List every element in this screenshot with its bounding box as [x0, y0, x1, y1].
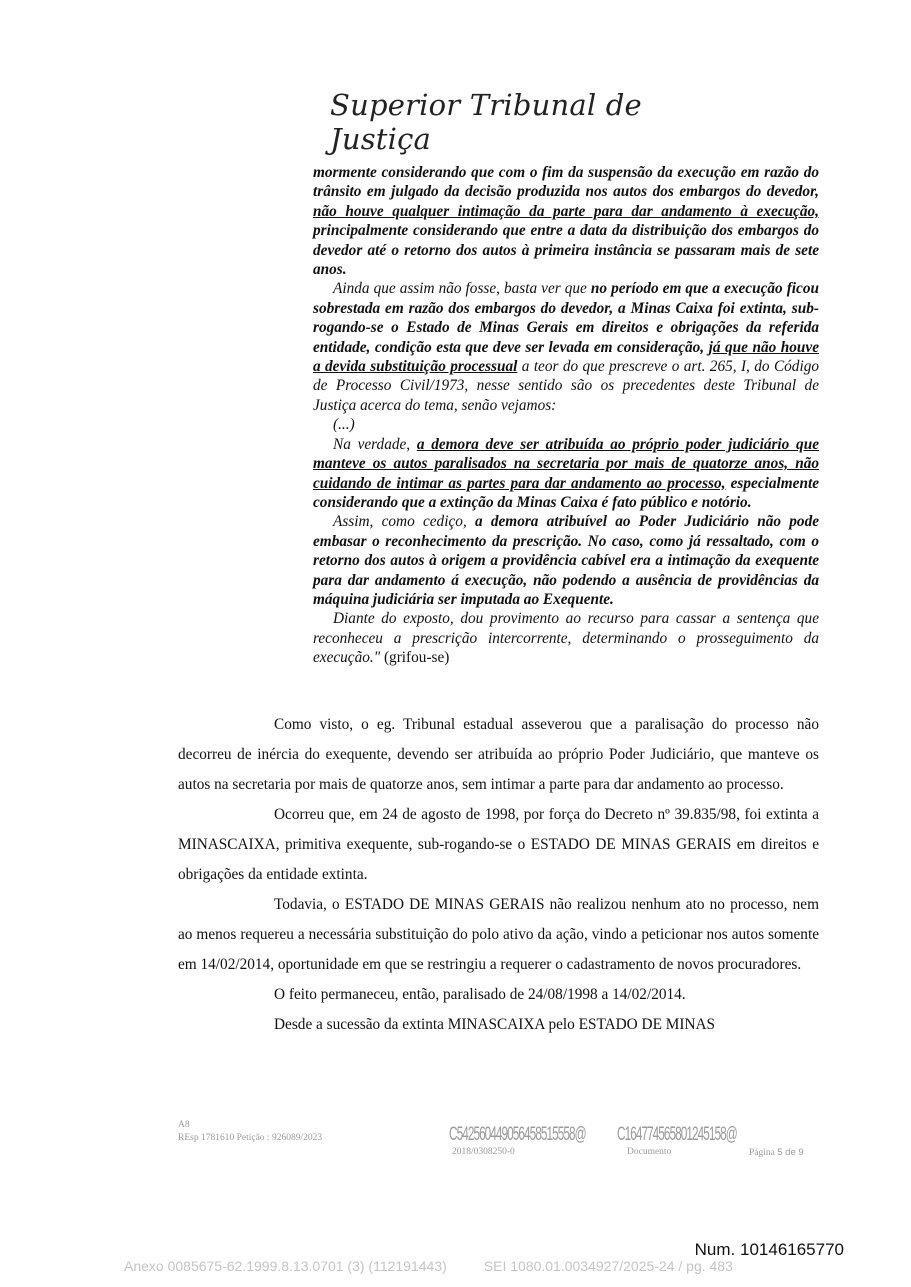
barcode-document: C164774565801245158@: [617, 1124, 737, 1145]
quote-paragraph-6: [313, 609, 819, 667]
page-value: 5 de 9: [777, 1147, 804, 1158]
quote-bold-text: principalmente considerando que entre a data da distribuição dos embargos do devedor até o retorno dos autos à primeira instância se passaram mais de sete anos: [313, 222, 819, 279]
quote-paragraph-5: [313, 512, 819, 609]
annex-stamp: [124, 1258, 733, 1274]
quote-underlined-text: a demora deve ser atribuída ao próprio poder judiciário que manteve os autos paralisados na secretaria por mais de quatorze anos, não cuidando de intimar as partes para dar andamento ao processo,: [313, 435, 819, 492]
body-paragraph-1: Como visto, o eg. Tribunal estadual asseverou que a paralisação do processo não decorreu de inércia do exequente, devendo ser atribuída ao próprio Poder Judiciário, que manteve os autos na secretaria por mais de quatorze anos, sem intimar a parte para dar andamento ao processo.: [178, 716, 819, 793]
quote-paragraph-2: [313, 279, 819, 415]
quote-bold-text: no período em que a execução ficou sobrestada em razão dos embargos do devedor, a Minas Caixa foi extinta, sub-rogando-se o Estado de Minas Gerais em direitos e obrigações da referida entidade, condição esta que deve ser levada em consideração,: [313, 280, 819, 356]
quote-citation-note: (grifou-se): [380, 649, 450, 667]
page-number: [749, 1147, 804, 1158]
barcode-document-label: Documento: [627, 1147, 672, 1157]
footer-reference: [178, 1119, 322, 1145]
quote-text: Diante do exposto, dou provimento ao recurso para cassar a sentença que reconheceu a prescrição intercorrente, determinando o prosseguimento da execução.": [313, 610, 819, 667]
annex-reference: Anexo 0085675-62.1999.8.13.0701 (3) (112191443): [124, 1258, 447, 1274]
barcode-process: C542560449056458515558@: [449, 1124, 586, 1145]
body-paragraph-2: Ocorreu que, em 24 de agosto de 1998, por força do Decreto nº 39.835/98, foi extinta a MINASCAIXA, primitiva exequente, sub-rogando-se o ESTADO DE MINAS GERAIS em direitos e obrigações da entidade extinta.: [178, 806, 819, 883]
decision-body: [178, 710, 819, 1040]
barcode-process-label: 2018/0308250-0: [452, 1147, 515, 1157]
quote-bold-text: a demora atribuível ao Poder Judiciário não pode embasar o reconhecimento da prescrição. No caso, como já ressaltado, com o retorno dos autos à origem a providência cabível era a intimação da exequente para dar andamento á execução, não podendo a ausência de providências da máquina judiciária ser imputada ao Exequente.: [313, 513, 820, 608]
body-paragraph-5: Desde a sucessão da extinta MINASCAIXA pelo ESTADO DE MINAS: [274, 1016, 716, 1033]
quote-text: a teor do que prescreve o art. 265, I, do Código de Processo Civil/1973, nesse sentido são os precedentes deste Tribunal de Justiça acerca do tema, senão vejamos:: [313, 358, 819, 414]
quote-text: Na verdade,: [333, 435, 417, 453]
sei-reference: SEI 1080.01.0034927/2025-24 / pg. 483: [483, 1258, 733, 1274]
quote-underlined-text: não houve qualquer intimação da parte para dar andamento à execução,: [313, 202, 819, 220]
quote-text: Assim, como cediço,: [333, 513, 475, 531]
quoted-judgment: [313, 163, 819, 668]
quote-text: Ainda que assim não fosse, basta ver que: [333, 280, 591, 298]
footer-code: A8: [178, 1120, 190, 1130]
quote-paragraph-1: [313, 163, 819, 279]
body-paragraph-3: Todavia, o ESTADO DE MINAS GERAIS não realizou nenhum ato no processo, nem ao menos requereu a necessária substituição do polo ativo da ação, vindo a peticionar nos autos somente em 14/02/2014, oportunidade em que se restringiu a requerer o cadastramento de novos procuradores.: [178, 896, 819, 973]
footer-resp-ref: REsp 1781610 Petição : 926089/2023: [178, 1133, 323, 1143]
document-number-stamp: Num. 10146165770: [694, 1240, 844, 1259]
court-name-header: Superior Tribunal de Justiça: [330, 88, 642, 156]
quote-bold-text: .: [342, 261, 347, 279]
quote-bold-text: mormente considerando que com o fim da suspensão da execução em razão do trânsito em julgado da decisão produzida nos autos dos embargos do devedor,: [313, 164, 819, 201]
quote-underlined-text: já que não houve a devida substituição processual: [313, 338, 819, 376]
body-paragraph-4: O feito permaneceu, então, paralisado de 24/08/1998 a 14/02/2014.: [274, 986, 686, 1003]
quote-paragraph-3: (...): [333, 416, 355, 434]
page-label: Página: [749, 1148, 775, 1158]
quote-paragraph-4: [313, 435, 819, 513]
quote-bold-text: especialmente considerando que a extinção da Minas Caixa é fato público e notório.: [313, 474, 819, 511]
